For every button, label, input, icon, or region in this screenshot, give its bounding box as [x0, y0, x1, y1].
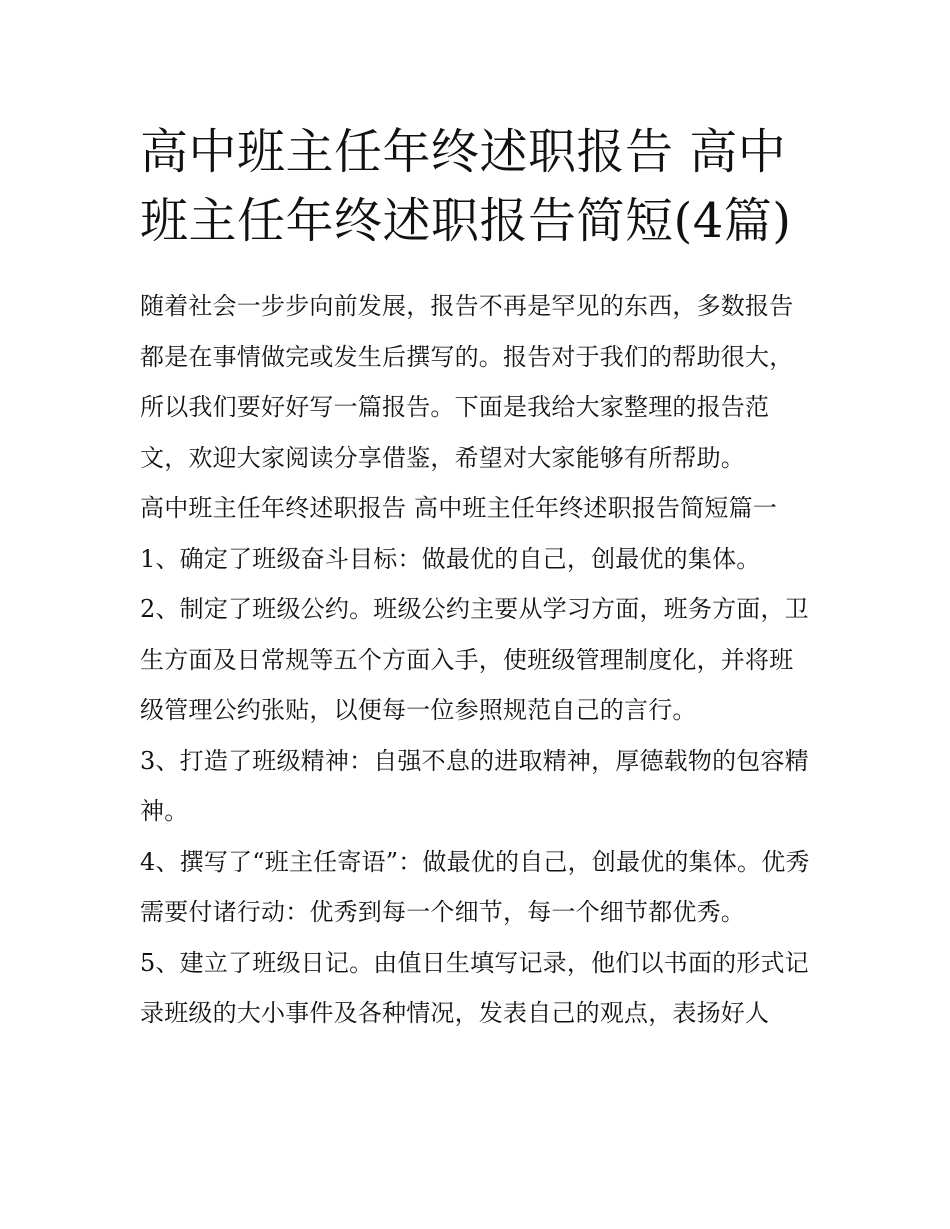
intro-paragraph: 随着社会一步步向前发展，报告不再是罕见的东西，多数报告都是在事情做完或发生后撰写的。报告对于我们的帮助很大，所以我们要好好写一篇报告。下面是我给大家整理的报告范文，欢迎大家阅读分享借鉴，希望对大家能够有所帮助。 [140, 292, 794, 472]
list-item-2: 2、制定了班级公约。班级公约主要从学习方面，班务方面，卫生方面及日常规等五个方面入手，使班级管理制度化，并将班级管理公约张贴，以便每一位参照规范自己的言行。 [140, 595, 809, 724]
document-title: 高中班主任年终述职报告 高中班主任年终述职报告简短(4篇) [140, 124, 792, 249]
document-body [140, 118, 815, 1039]
list-item-5: 5、建立了班级日记。由值日生填写记录，他们以书面的形式记录班级的大小事件及各种情况，发表自己的观点，表扬好人 [140, 948, 809, 1027]
list-item-1: 1、确定了班级奋斗目标：做最优的自己，创最优的集体。 [140, 544, 761, 573]
list-item-4: 4、撰写了“班主任寄语”：做最优的自己，创最优的集体。优秀需要付诸行动：优秀到每一个细节，每一个细节都优秀。 [140, 847, 810, 926]
section-heading: 高中班主任年终述职报告 高中班主任年终述职报告简短篇一 [140, 494, 778, 522]
paragraph-list [140, 281, 815, 1039]
list-item-3: 3、打造了班级精神：自强不息的进取精神，厚德载物的包容精神。 [140, 746, 809, 825]
